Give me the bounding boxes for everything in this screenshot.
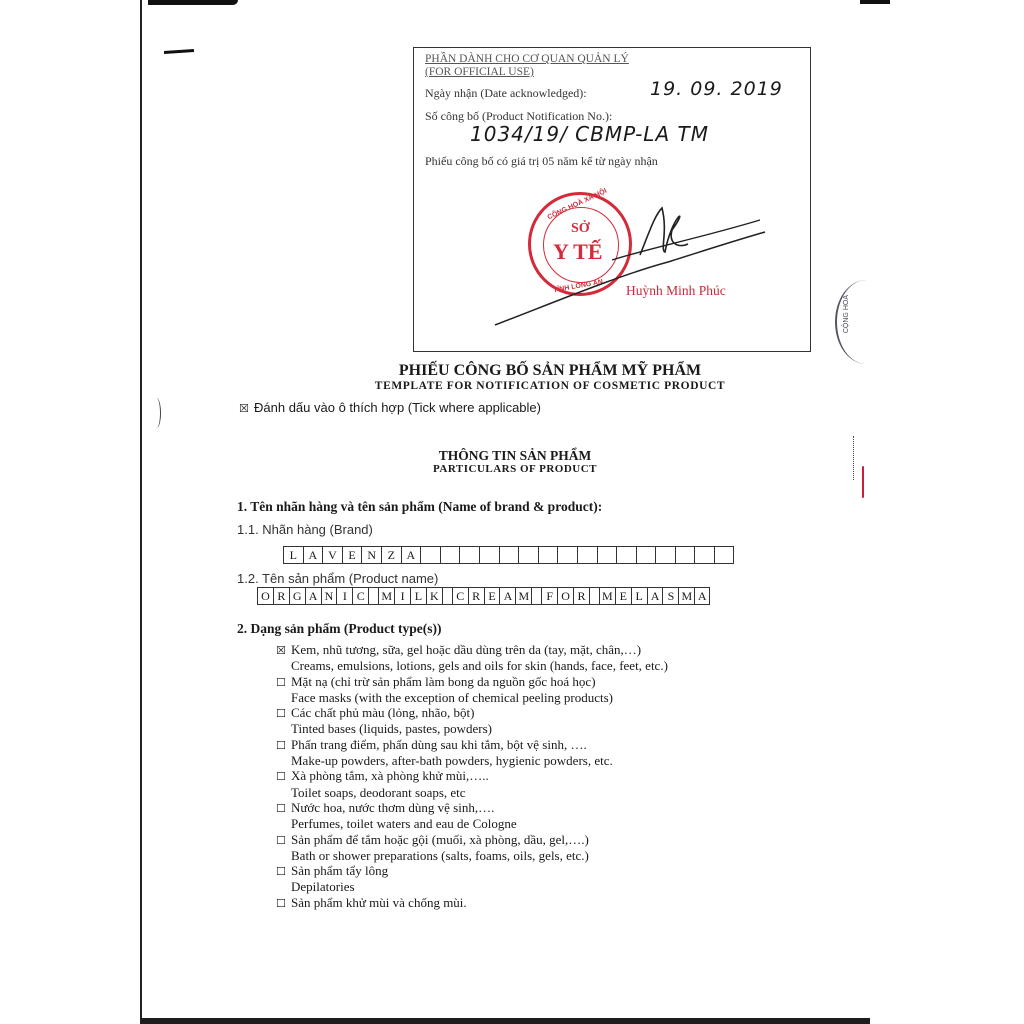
char-box[interactable]: G (289, 587, 305, 605)
char-box[interactable]: F (541, 587, 557, 605)
char-box[interactable] (420, 546, 440, 564)
option-label-vn (276, 895, 668, 911)
product-type-option (276, 863, 668, 895)
char-box[interactable]: Z (381, 546, 401, 564)
margin-mark (152, 398, 161, 428)
product-type-option (276, 737, 668, 769)
option-text-vn: Nước hoa, nước thơm dùng vệ sinh,…. (291, 799, 495, 815)
seal-line-2: Y TẾ (553, 239, 603, 264)
option-text-vn: Sản phẩm khử mùi và chống mùi. (291, 894, 467, 910)
char-box[interactable]: L (631, 587, 647, 605)
char-box[interactable] (675, 546, 695, 564)
signer-name: Huỳnh Minh Phúc (626, 283, 726, 298)
option-label-vn (276, 737, 668, 753)
char-box[interactable] (616, 546, 636, 564)
char-box[interactable] (557, 546, 577, 564)
char-box[interactable] (368, 587, 378, 605)
char-box[interactable]: E (615, 587, 631, 605)
char-box[interactable]: O (257, 587, 273, 605)
option-text-vn: Mặt nạ (chỉ trừ sản phẩm làm bong da nguồn gốc hoá học) (291, 673, 596, 689)
char-box[interactable] (531, 587, 541, 605)
char-box[interactable]: N (361, 546, 381, 564)
checkbox-icon[interactable]: ☐ (276, 770, 286, 784)
notification-number-value: 1034/19/ CBMP-LA TM (470, 122, 709, 146)
char-box[interactable] (714, 546, 734, 564)
checkbox-icon[interactable]: ☐ (276, 675, 286, 689)
official-header-en: (FOR OFFICIAL USE) (425, 66, 534, 78)
product-type-option (276, 674, 668, 706)
char-box[interactable]: R (573, 587, 589, 605)
char-box[interactable]: L (410, 587, 426, 605)
option-text-en: Bath or shower preparations (salts, foams, oils, gels, etc.) (291, 847, 589, 863)
date-acknowledged-label: Ngày nhận (Date acknowledged): (425, 86, 587, 100)
option-label-vn (276, 642, 668, 658)
brand-input-boxes[interactable] (283, 546, 734, 564)
validity-text: Phiếu công bố có giá trị 05 năm kể từ ngày nhận (425, 154, 658, 168)
checkbox-icon[interactable]: ☐ (276, 801, 286, 815)
date-acknowledged-value: 19. 09. 2019 (650, 78, 783, 100)
option-text-vn: Kem, nhũ tương, sữa, gel hoặc dầu dùng trên da (tay, mặt, chân,…) (291, 642, 642, 657)
tick-legend (239, 400, 541, 415)
option-text-en: Tinted bases (liquids, pastes, powders) (291, 721, 493, 737)
char-box[interactable]: I (394, 587, 410, 605)
option-label-vn (276, 674, 668, 690)
seal-ring-text: CỘNG HOÀ XÃ HỘI (546, 187, 609, 222)
option-text-en: Depilatories (291, 879, 355, 895)
char-box[interactable] (577, 546, 597, 564)
char-box[interactable]: V (322, 546, 342, 564)
char-box[interactable]: N (321, 587, 337, 605)
margin-seal-text: CỘNG HOÀ (843, 295, 850, 334)
option-text-vn: Các chất phủ màu (lỏng, nhão, bột) (291, 705, 475, 721)
option-text-vn: Sản phẩm để tắm hoặc gội (muối, xà phòng, dầu, gel,….) (291, 831, 589, 847)
notification-number-label: Số công bố (Product Notification No.): (425, 109, 613, 123)
checkbox-icon[interactable]: ☐ (276, 738, 286, 752)
option-label-vn (276, 832, 668, 848)
option-text-en: Face masks (with the exception of chemical peeling products) (291, 689, 614, 705)
char-box[interactable]: M (678, 587, 694, 605)
checkbox-icon[interactable]: ☐ (276, 833, 286, 847)
product-name-input-boxes[interactable] (257, 587, 710, 605)
char-box[interactable]: A (401, 546, 421, 564)
char-box[interactable] (499, 546, 519, 564)
char-box[interactable]: E (484, 587, 500, 605)
form-title-vn: PHIẾU CÔNG BỐ SẢN PHẨM MỸ PHẨM (398, 362, 702, 379)
product-type-option (276, 832, 668, 864)
product-type-option (276, 642, 668, 674)
product-type-option (276, 895, 668, 911)
tick-legend-text: Đánh dấu vào ô thích hợp (Tick where applicable) (254, 400, 541, 415)
option-label-vn (276, 800, 668, 816)
option-text-en: Make-up powders, after-bath powders, hygienic powders, etc. (291, 753, 613, 769)
official-header-vn: PHẦN DÀNH CHO CƠ QUAN QUẢN LÝ (425, 53, 629, 65)
char-box[interactable] (459, 546, 479, 564)
product-name-label: 1.2. Tên sản phẩm (Product name) (237, 571, 439, 586)
char-box[interactable]: A (305, 587, 321, 605)
seal-ring-text-bottom: TỈNH LONG AN (552, 278, 604, 295)
char-box[interactable] (479, 546, 499, 564)
char-box[interactable]: A (647, 587, 663, 605)
section-title-vn: THÔNG TIN SẢN PHẨM (438, 448, 592, 463)
char-box[interactable]: C (452, 587, 468, 605)
option-text-en: Toilet soaps, deodorant soaps, etc (291, 784, 466, 800)
option-text-vn: Phấn trang điểm, phấn dùng sau khi tắm, bột vệ sinh, …. (291, 736, 587, 752)
char-box[interactable]: I (336, 587, 352, 605)
scan-edge-bottom (140, 1018, 870, 1024)
char-box[interactable]: L (283, 546, 303, 564)
char-box[interactable]: A (303, 546, 323, 564)
checkbox-icon[interactable]: ☐ (276, 707, 286, 721)
char-box[interactable]: S (662, 587, 678, 605)
char-box[interactable] (442, 587, 452, 605)
char-box[interactable] (655, 546, 675, 564)
option-text-en: Creams, emulsions, lotions, gels and oils for skin (hands, face, feet, etc.) (291, 658, 668, 674)
char-box[interactable]: O (557, 587, 573, 605)
char-box[interactable]: A (694, 587, 710, 605)
brand-label: 1.1. Nhãn hàng (Brand) (237, 522, 373, 537)
form-title-en: TEMPLATE FOR NOTIFICATION OF COSMETIC PRODUCT (374, 380, 726, 392)
char-box[interactable]: C (352, 587, 368, 605)
char-box[interactable]: R (273, 587, 289, 605)
seal-line-1: SỞ (571, 221, 590, 236)
char-box[interactable] (597, 546, 617, 564)
product-type-list (276, 642, 668, 911)
section-1-heading: 1. Tên nhãn hàng và tên sản phẩm (Name of brand & product): (237, 499, 603, 514)
char-box[interactable] (694, 546, 714, 564)
section-2-heading: 2. Dạng sản phẩm (Product type(s)) (237, 621, 442, 636)
option-label-vn (276, 768, 668, 784)
product-type-option (276, 705, 668, 737)
section-title-en: PARTICULARS OF PRODUCT (432, 463, 597, 475)
checkbox-icon[interactable]: ☐ (276, 896, 286, 910)
char-box[interactable] (518, 546, 538, 564)
option-label-vn (276, 863, 668, 879)
char-box[interactable]: M (378, 587, 394, 605)
char-box[interactable]: R (468, 587, 484, 605)
option-text-vn: Sản phẩm tẩy lông (291, 863, 389, 879)
char-box[interactable] (636, 546, 656, 564)
option-text-en: Perfumes, toilet waters and eau de Cologne (291, 816, 517, 832)
char-box[interactable] (589, 587, 599, 605)
char-box[interactable]: M (599, 587, 615, 605)
char-box[interactable]: A (499, 587, 515, 605)
checked-box-icon: ☒ (239, 402, 249, 415)
option-label-vn (276, 705, 668, 721)
product-type-option (276, 768, 668, 800)
char-box[interactable] (440, 546, 460, 564)
char-box[interactable]: M (515, 587, 531, 605)
char-box[interactable] (538, 546, 558, 564)
checked-box-icon[interactable]: ☒ (276, 644, 286, 657)
option-text-vn: Xà phòng tắm, xà phòng khử mùi,….. (291, 768, 489, 784)
char-box[interactable]: K (426, 587, 442, 605)
checkbox-icon[interactable]: ☐ (276, 865, 286, 879)
char-box[interactable]: E (342, 546, 362, 564)
product-type-option (276, 800, 668, 832)
